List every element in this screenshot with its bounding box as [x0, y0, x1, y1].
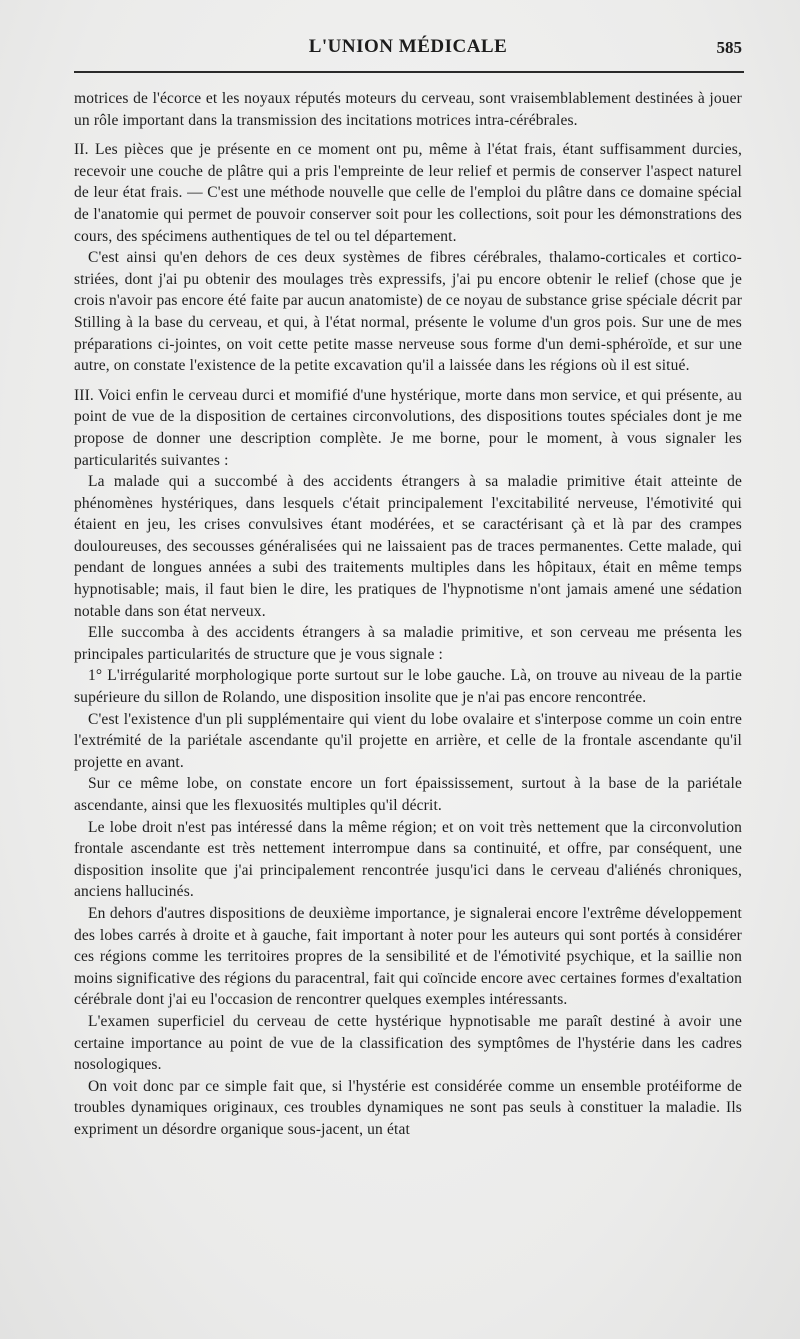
paragraph: Sur ce même lobe, on constate encore un fort épaississement, surtout à la base de la pariétale ascendante, ainsi que les flexuosités multiples qu'il décrit.	[74, 775, 742, 814]
paragraph: C'est ainsi qu'en dehors de ces deux systèmes de fibres cérébrales, thalamo-corticales et cortico-striées, dont j'ai pu obtenir des moulages très expressifs, j'ai pu encore obtenir le relief (chose que je crois n'avoir pas encore été faite par aucun anatomiste) de ce noyau de substance grise spéciale décrit par Stilling à la base du cerveau, et qui, à l'état normal, présente le volume d'un gros pois. Sur une de mes préparations ci-jointes, on voit cette petite masse nerveuse sous forme d'un demi-sphéroïde, et sur une autre, on constate l'existence de la petite excavation qu'il a laissée dans les régions où il est situé.	[74, 249, 742, 375]
paragraph: Le lobe droit n'est pas intéressé dans la même région; et on voit très nettement que la circonvolution frontale ascendante est très nettement interrompue dans sa continuité, et offre, par conséquent, une disposition insolite que j'ai principalement rencontrée jusqu'ici dans le cerveau d'aliénés chroniques, anciens hallucinés.	[74, 818, 742, 901]
paragraph: L'examen superficiel du cerveau de cette hystérique hypnotisable me paraît destiné à avoir une certaine importance au point de vue de la classification des symptômes de l'hystérie dans les cadres nosologiques.	[74, 1012, 742, 1074]
page-header	[74, 30, 742, 70]
body-text	[74, 88, 742, 1141]
running-title: L'UNION MÉDICALE	[308, 36, 508, 57]
paragraph: Elle succomba à des accidents étrangers à sa maladie primitive, et son cerveau me présenta les principales particularités de structure que je vous signale :	[74, 624, 742, 663]
paragraph: motrices de l'écorce et les noyaux réputés moteurs du cerveau, sont vraisemblablement destinées à jouer un rôle important dans la transmission des incitations motrices intra-cérébrales.	[74, 90, 742, 129]
header-rule	[74, 71, 744, 73]
paragraph: III. Voici enfin le cerveau durci et momifié d'une hystérique, morte dans mon service, et qui présente, au point de vue de la disposition de certaines circonvolutions, des dispositions toutes spéciales dont je me propose de donner une description complète. Je me borne, pour le moment, à vous signaler les particularités suivantes :	[74, 386, 742, 469]
paragraph: 1° L'irrégularité morphologique porte surtout sur le lobe gauche. Là, on trouve au niveau de la partie supérieure du sillon de Rolando, une disposition insolite que je n'ai pas encore rencontrée.	[74, 667, 742, 707]
page-number: 585	[716, 38, 742, 57]
paragraph: La malade qui a succombé à des accidents étrangers à sa maladie primitive était atteinte de phénomènes hystériques, dans lesquels c'était principalement l'excitabilité nerveuse, l'émotivité qui étaient en jeu, les crises convulsives étant modérées, et se caractérisant çà et là par des crampes douloureuses, des secousses généralisées qui ne laissaient pas de traces permanentes. Cette malade, qui pendant de longues années a subi des traitements multiples dans les hôpitaux, était en même temps hypnotisable; mais, il faut bien le dire, les pratiques de l'hypnotisme n'ont jamais amené une sédation notable dans son état nerveux.	[74, 473, 742, 620]
paragraph: II. Les pièces que je présente en ce moment ont pu, même à l'état frais, étant suffisamment durcies, recevoir une couche de plâtre qui a pris l'empreinte de leur relief et permis de conserver l'aspect naturel de leur état frais. — C'est une méthode nouvelle que celle de l'emploi du plâtre dans ce domaine spécial de l'anatomie qui permet de pouvoir conserver soit pour les collections, soit pour les démonstrations des cours, des spécimens authentiques de tel ou tel département.	[74, 141, 742, 245]
paragraph: On voit donc par ce simple fait que, si l'hystérie est considérée comme un ensemble protéiforme de troubles dynamiques originaux, ces troubles dynamiques ne sont pas seuls à constituer la maladie. Ils expriment un désordre organique sous-jacent, un état	[74, 1077, 742, 1138]
paragraph: C'est l'existence d'un pli supplémentaire qui vient du lobe ovalaire et s'interpose comme un coin entre l'extrémité de la pariétale ascendante qu'il projette en arrière, et celle de la frontale ascendante qu'il projette en avant.	[74, 710, 742, 771]
paragraph: En dehors d'autres dispositions de deuxième importance, je signalerai encore l'extrême développement des lobes carrés à droite et à gauche, fait important à noter pour les auteurs qui sont portés à considérer ces régions comme les territoires propres de la sensibilité et de l'émotivité psychique, et la saillie non moins significative des régions du paracentral, fait qui coïncide encore avec certaines formes d'exaltation cérébrale dont j'ai eu l'occasion de rencontrer quelques exemples intéressants.	[74, 904, 742, 1009]
